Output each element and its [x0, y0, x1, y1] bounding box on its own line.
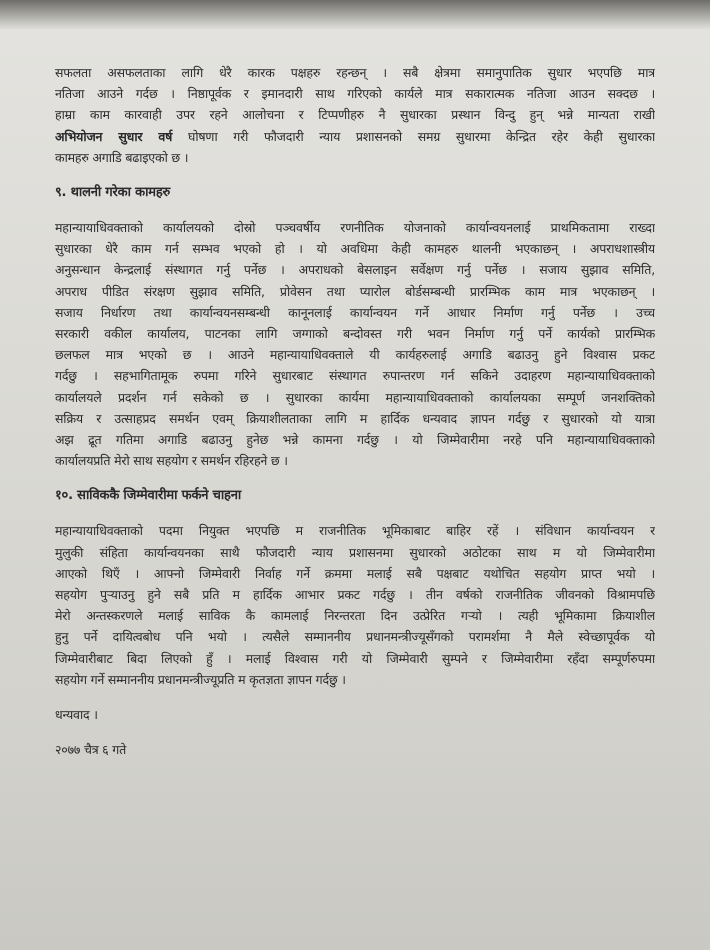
- section-10-heading: १०. साविककै जिम्मेवारीमा फर्कने चाहना: [55, 488, 242, 504]
- text-line: मुलुकी संहिता कार्यान्वयनका साथै फौजदारी न्याय प्रशासनमा सुधारको अठोटका साथ म यो जिम्मेवारीमा: [55, 544, 655, 560]
- text-line: हाम्रा काम कारवाही उपर रहने आलोचना र टिप्पणीहरु नै सुधारका प्रस्थान विन्दु हुन् भन्ने मान्यता राखी: [55, 107, 655, 123]
- text-line: कार्यालयप्रति मेरो साथ सहयोग र समर्थन रहिरहने छ ।: [55, 453, 288, 469]
- text-line: महान्यायाधिवक्ताको कार्यालयको दोस्रो पञ्चवर्षीय रणनीतिक योजनाको कार्यान्वयनलाई प्राथमिकतामा राख्दा: [55, 220, 655, 236]
- text-line: सजाय निर्धारण तथा कार्यान्वयनसम्बन्धी कानूनलाई कार्यान्वयन गर्ने आधार निर्माण गर्नु पर्नेछ । उच्च: [55, 304, 655, 320]
- text-line: अनुसन्धान केन्द्रलाई संस्थागत गर्नु पर्नेछ । अपराधको बेसलाइन सर्वेक्षण गर्नु पर्नेछ । सजाय सुझाव समिति,: [55, 262, 655, 278]
- section-9-paragraph: [55, 217, 655, 471]
- text-line: सहयोग पुर्‍याउनु हुने सबै प्रति म हार्दिक आभार प्रकट गर्दछु । तीन वर्षको राजनीतिक जीवनको विश्रामपछि: [55, 587, 655, 603]
- text-line: अपराध पीडित संरक्षण सुझाव समिति, प्रोवेसन तथा प्यारोल बोर्डसम्बन्धी प्रारम्भिक काम मात्र भएकाछन् ।: [55, 283, 655, 299]
- text-line: आएको थिएँ । आफ्नो जिम्मेवारी निर्वाह गर्ने क्रममा मलाई सबै पक्षबाट यथोचित सहयोग प्राप्त भयो ।: [55, 565, 655, 581]
- text-line: अझ द्रूत गतिमा अगाडि बढाउनु हुनेछ भन्ने कामना गर्दछु । यो जिम्मेवारीमा नरहे पनि महान्यायाधिवक्ताको: [55, 432, 655, 448]
- text-line: छलफल मात्र भएको छ । आउने महान्यायाधिवक्ताले यी कार्यहरुलाई अगाडि बढाउनु हुने विश्वास प्रकट: [55, 347, 655, 363]
- closing-thanks: धन्यवाद ।: [55, 707, 98, 723]
- text-line: कामहरु अगाडि बढाइएको छ ।: [55, 149, 189, 165]
- text-line: सहयोग गर्ने सम्माननीय प्रधानमन्त्रीज्यूप्रति म कृतज्ञता ज्ञापन गर्दछु ।: [55, 671, 346, 687]
- text-line: महान्यायाधिवक्ताको पदमा नियुक्त भएपछि म राजनीतिक भूमिकाबाट बाहिर रहें । संविधान कार्यान्वयन र: [55, 523, 655, 539]
- intro-paragraph: [55, 62, 655, 168]
- document-body: [55, 62, 655, 760]
- text-line: गर्दछु । सहभागितामूक रुपमा गरिने सुधारबाट संस्थागत रुपान्तरण गर्न सकिने उदाहरण महान्यायाधिवक्ताको: [55, 368, 655, 384]
- text-fragment: घोषणा गरी फौजदारी न्याय प्रशासनको समग्र सुधारमा केन्द्रित रहेर केही सुधारका: [172, 128, 655, 144]
- section-9-heading: ९. थालनी गरेका कामहरु: [55, 185, 171, 201]
- text-line: जिम्मेवारीबाट बिदा लिएको हुँ । मलाई विश्वास गरी यो जिम्मेवारी सुम्पने र जिम्मेवारीमा रहँदा सम्पूर्णरुपमा: [55, 650, 655, 666]
- text-line: नतिजा आउने गर्दछ । निष्ठापूर्वक र इमानदारी साथ गरिएको कार्यले मात्र सकारात्मक नतिजा आउन सक्दछ ।: [55, 86, 655, 102]
- text-line: सफलता असफलताका लागि धेरै कारक पक्षहरु रहन्छन् । सबै क्षेत्रमा समानुपातिक सुधार भएपछि मात्र: [55, 65, 655, 80]
- top-edge-shadow: [0, 0, 710, 30]
- bold-phrase: अभियोजन सुधार वर्ष: [55, 128, 173, 144]
- text-line: कार्यालयले प्रदर्शन गर्न सकेको छ । सुधारका कार्यमा महान्यायाधिवक्ताको कार्यालयका सम्पूर्ण जनशक्तिको: [55, 389, 655, 405]
- text-line: सरकारी वकील कार्यालय, पाटनका लागि जग्गाको बन्दोवस्त गरी भवन निर्माण गर्नु पर्ने कार्यको प्रारम्भिक: [55, 326, 655, 342]
- document-date: २०७७ चैत्र ६ गते: [55, 742, 127, 758]
- text-line: हुनु पर्ने दायित्वबोध पनि भयो । त्यसैले सम्माननीय प्रधानमन्त्रीज्यूसँगको परामर्शमा नै मैले स्वेच्छापूर्वक यो: [55, 629, 655, 645]
- text-line: मेरो अन्तस्करणले मलाई साविक कै कामलाई निरन्तरता दिन उत्प्रेरित गर्‍यो । त्यही भूमिकामा क्रियाशील: [55, 608, 655, 624]
- section-10-paragraph: [55, 520, 655, 690]
- text-line: [55, 126, 655, 147]
- text-line: सक्रिय र उत्साहप्रद समर्थन एवम् क्रियाशीलताका लागि म हार्दिक धन्यवाद ज्ञापन गर्दछु र सुधारको यो यात्रा: [55, 410, 655, 426]
- text-line: सुधारका धेरै काम गर्न सम्भव भएको हो । यो अवधिमा केही कामहरु थालनी भएकाछन् । अपराधशास्त्रीय: [55, 241, 655, 257]
